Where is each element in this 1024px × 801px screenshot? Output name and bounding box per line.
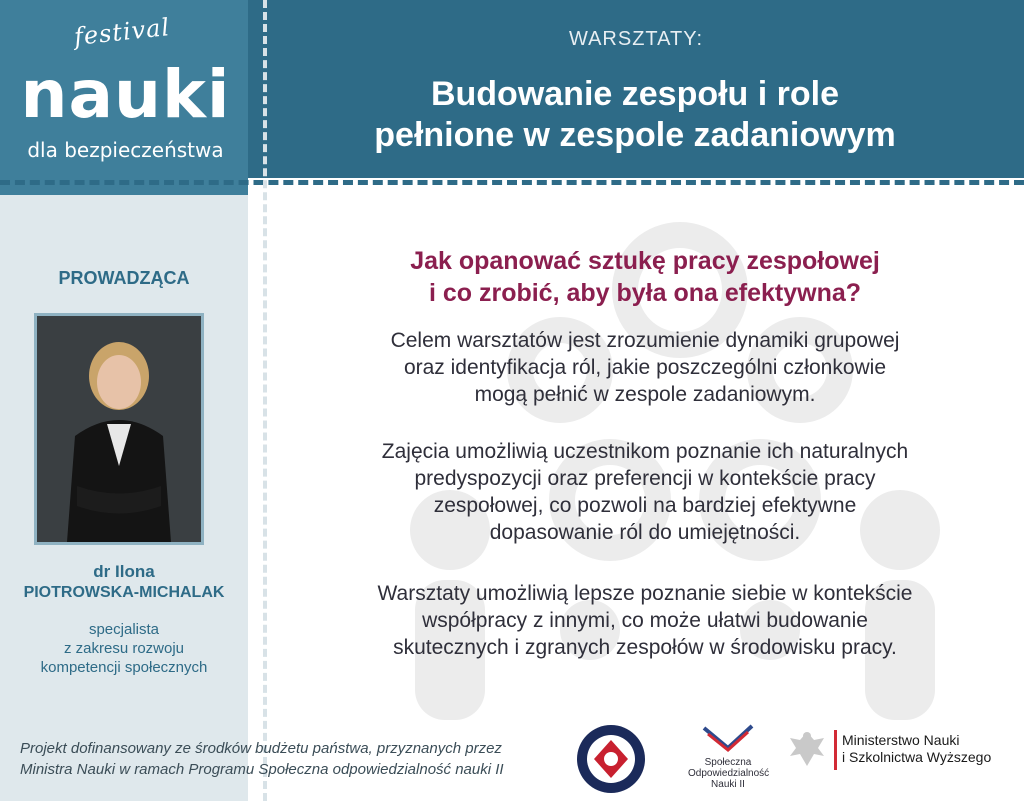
spo-line3: Nauki II [711, 779, 745, 790]
workshop-title-line1: Budowanie zespołu i role [430, 75, 840, 113]
logo-subtitle: dla bezpieczeństwa [27, 138, 224, 162]
paragraph-3-line2: współpracy z innymi, co może ułatwi budowanie [422, 609, 868, 632]
paragraph-3-line1: Warsztaty umożliwią lepsze poznanie siebie w kontekście [377, 582, 913, 605]
spo-line1: Społeczna [704, 757, 752, 768]
workshop-label: WARSZTATY: [568, 28, 704, 50]
ministry-logo [784, 726, 1014, 776]
academy-badge-icon [576, 724, 646, 794]
spo-logo [688, 722, 768, 790]
workshop-title-line2: pełnione w zespole zadaniowym [374, 116, 896, 154]
paragraph-2 [300, 438, 990, 546]
ministry-line1: Ministerstwo Nauki [842, 732, 960, 748]
ministry-divider [834, 730, 837, 770]
presenter-role [0, 620, 248, 677]
presenter-role-line1: specjalista [88, 621, 160, 638]
funding-note [20, 738, 580, 780]
ministry-line2: i Szkolnictwa Wyższego [842, 749, 992, 765]
paragraph-1-line1: Celem warsztatów jest zrozumienie dynamiki grupowej [390, 329, 900, 352]
spo-wave-icon [698, 722, 758, 752]
presenter-name-last: PIOTROWSKA-MICHALAK [23, 584, 225, 601]
presenter-role-line2: z zakresu rozwoju [63, 640, 185, 657]
paragraph-2-line1: Zajęcia umożliwią uczestnikom poznanie ich naturalnych [381, 440, 909, 463]
paragraph-3 [300, 580, 990, 661]
paragraph-2-line4: dopasowanie ról do umiejętności. [489, 521, 801, 544]
question-line2: i co zrobić, aby była ona efektywna? [428, 279, 862, 307]
paragraph-1 [300, 327, 990, 408]
paragraph-2-line3: zespołowej, co pozwoli na bardziej efektywne [433, 494, 857, 517]
workshop-title [300, 74, 970, 156]
paragraph-1-line2: oraz identyfikacja ról, jakie poszczególni członkowie [403, 356, 887, 379]
logo-festival: festival [72, 13, 172, 51]
presenter-portrait-icon [37, 316, 201, 542]
presenter-label: PROWADZĄCA [58, 268, 190, 288]
eagle-emblem-icon [784, 726, 830, 772]
lead-question [300, 245, 990, 309]
column-divider [263, 0, 267, 801]
ministry-name [842, 732, 991, 766]
header-divider [0, 180, 1024, 185]
funding-note-line2: Ministra Nauki w ramach Programu Społeczna odpowiedzialność nauki II [20, 761, 504, 778]
paragraph-2-line2: predyspozycji oraz preferencji w kontekście pracy [414, 467, 876, 490]
question-line1: Jak opanować sztukę pracy zespołowej [410, 247, 880, 275]
presenter-photo [34, 313, 204, 545]
paragraph-1-line3: mogą pełnić w zespole zadaniowym. [474, 383, 816, 406]
paragraph-3-line3: skutecznych i zgranych zespołów w środowisku pracy. [393, 636, 897, 659]
logo-nauki: nauki [20, 56, 231, 133]
presenter-role-line3: kompetencji społecznych [40, 659, 208, 676]
presenter-name-first: dr Ilona [93, 562, 155, 581]
spo-line2: Odpowiedzialność [688, 768, 770, 779]
funding-note-line1: Projekt dofinansowany ze środków budżetu państwa, przyznanych przez [20, 740, 502, 757]
